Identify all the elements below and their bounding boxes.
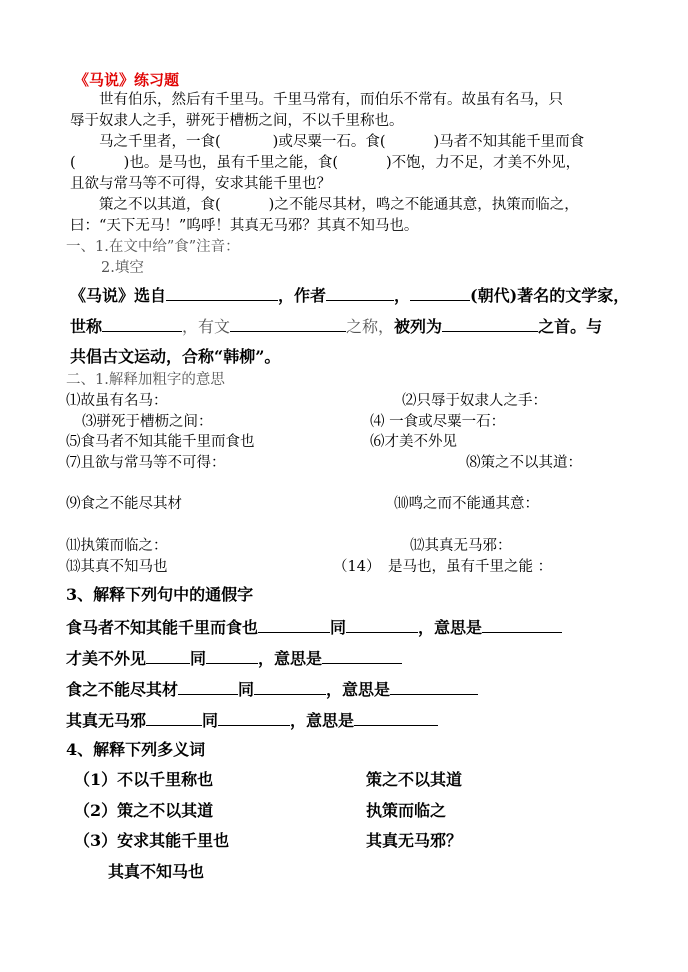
text: 同 <box>330 618 347 637</box>
q2-item-11: ⑾执策而临之： <box>66 538 168 554</box>
q2-item-8: ⑻策之不以其道： <box>466 455 582 471</box>
text: 马之千里者，一食( <box>99 134 221 150</box>
q1-subheading: 2.填空 <box>101 260 144 276</box>
text: 同 <box>202 711 219 730</box>
q2-item-10: ⑽鸣之而不能通其意： <box>394 496 539 512</box>
passage-p2-line1 <box>99 132 584 152</box>
q2-item-5: ⑸食马者不知其能千里而食也 <box>66 434 255 450</box>
q4-row-3b: 其真无马邪？ <box>366 831 463 850</box>
answer-blank-author[interactable] <box>326 285 394 301</box>
text: ( <box>70 155 76 171</box>
answer-blank[interactable] <box>354 710 438 726</box>
text: ，作者 <box>278 286 327 305</box>
q2-item-1: ⑴故虽有名马： <box>66 393 168 409</box>
text: 食之不能尽其材 <box>66 680 179 699</box>
text: ， <box>394 286 411 305</box>
text: 食马者不知其能千里而食也 <box>66 618 259 637</box>
text: 同 <box>190 649 207 668</box>
text: ，意思是 <box>258 649 323 668</box>
text: (朝代)著名的文学家， <box>470 286 630 305</box>
q2-item-12: ⑿其真无马邪： <box>410 538 512 554</box>
answer-blank-dynasty[interactable] <box>410 285 470 301</box>
text: ，意思是 <box>326 680 391 699</box>
q2-item-2: ⑵只辱于奴隶人之手： <box>402 393 547 409</box>
answer-blank[interactable] <box>146 710 202 726</box>
text: 策之不以其道，食( <box>99 197 221 213</box>
text: ，意思是 <box>290 711 355 730</box>
text: 才美不外见 <box>66 649 147 668</box>
q1-fill-line2 <box>70 316 602 337</box>
q2-item-14-number: （14） <box>333 559 381 575</box>
text: 之称， <box>346 317 395 336</box>
text: )也。是马也，虽有千里之能，食( <box>123 155 338 171</box>
answer-blank[interactable] <box>258 617 330 633</box>
q4-row-2b: 执策而临之 <box>366 801 447 820</box>
text: ，意思是 <box>418 618 483 637</box>
text: 《马说》选自 <box>70 286 167 305</box>
passage-p2-line2 <box>70 153 580 173</box>
q3-row-3 <box>66 679 478 700</box>
answer-blank-reputation[interactable] <box>230 316 346 332</box>
text: 其真无马邪 <box>66 711 147 730</box>
answer-blank-title[interactable] <box>102 316 182 332</box>
q3-heading: 3、解释下列句中的通假字 <box>66 585 254 604</box>
answer-blank[interactable] <box>346 617 418 633</box>
q2-item-4: ⑷ 一食或尽粟一石： <box>370 414 506 430</box>
text: )不饱，力不足，才美不外见， <box>386 155 581 171</box>
q2-item-7: ⑺且欲与常马等不可得： <box>66 455 226 471</box>
q4-row-3a: （3）安求其能千里也 <box>74 831 230 850</box>
q2-heading: 二、1.解释加粗字的意思 <box>66 372 225 388</box>
q4-row-2a: （2）策之不以其道 <box>74 801 214 820</box>
q4-heading: 4、解释下列多义词 <box>66 740 206 759</box>
passage-p3-line2: 曰：“天下无马！”呜呼！其真无马邪？其真不知马也。 <box>70 218 419 234</box>
passage-p2-line3: 且欲与常马等不可得，安求其能千里也？ <box>70 176 331 192</box>
answer-blank-rank[interactable] <box>442 316 538 332</box>
q3-row-2 <box>66 648 402 669</box>
answer-blank[interactable] <box>178 679 238 695</box>
text: )之不能尽其材，鸣之不能通其意，执策而临之， <box>268 197 579 213</box>
text: 被列为 <box>394 317 443 336</box>
answer-blank[interactable] <box>218 710 290 726</box>
q1-heading: 一、1.在文中给”食”注音： <box>66 239 240 255</box>
q4-row-1b: 策之不以其道 <box>366 770 463 789</box>
q3-row-1 <box>66 617 562 638</box>
text: 之首。与 <box>538 317 603 336</box>
passage-p1-line2: 辱于奴隶人之手，骈死于槽枥之间，不以千里称也。 <box>70 113 404 129</box>
text: 世称 <box>70 317 103 336</box>
passage-p3-line1 <box>99 195 579 215</box>
q3-row-4 <box>66 710 438 731</box>
text: 同 <box>238 680 255 699</box>
q2-item-13: ⒀其真不知马也 <box>66 559 168 575</box>
q2-item-3: ⑶骈死于槽枥之间： <box>82 414 213 430</box>
q2-item-9: ⑼食之不能尽其材 <box>66 496 182 512</box>
q1-fill-line1 <box>70 285 629 306</box>
q1-fill-line3: 共倡古文运动，合称“韩柳”。 <box>70 347 281 366</box>
text: ，有文 <box>182 317 231 336</box>
page-title: 《马说》练习题 <box>74 71 180 89</box>
passage-p1-line1: 世有伯乐，然后有千里马。千里马常有，而伯乐不常有。故虽有名马，只 <box>99 92 563 108</box>
answer-blank[interactable] <box>254 679 326 695</box>
q2-item-6: ⑹才美不外见 <box>370 434 457 450</box>
text: )或尽粟一石。食( <box>272 134 386 150</box>
q4-row-1a: （1）不以千里称也 <box>74 770 214 789</box>
answer-blank[interactable] <box>146 648 190 664</box>
answer-blank[interactable] <box>482 617 562 633</box>
answer-blank-source[interactable] <box>166 285 278 301</box>
text: )马者不知其能千里而食 <box>433 134 585 150</box>
answer-blank[interactable] <box>206 648 258 664</box>
q4-extra: 其真不知马也 <box>108 862 205 881</box>
answer-blank[interactable] <box>322 648 402 664</box>
q2-item-14: 是马也，虽有千里之能 ： <box>388 559 553 575</box>
answer-blank[interactable] <box>390 679 478 695</box>
